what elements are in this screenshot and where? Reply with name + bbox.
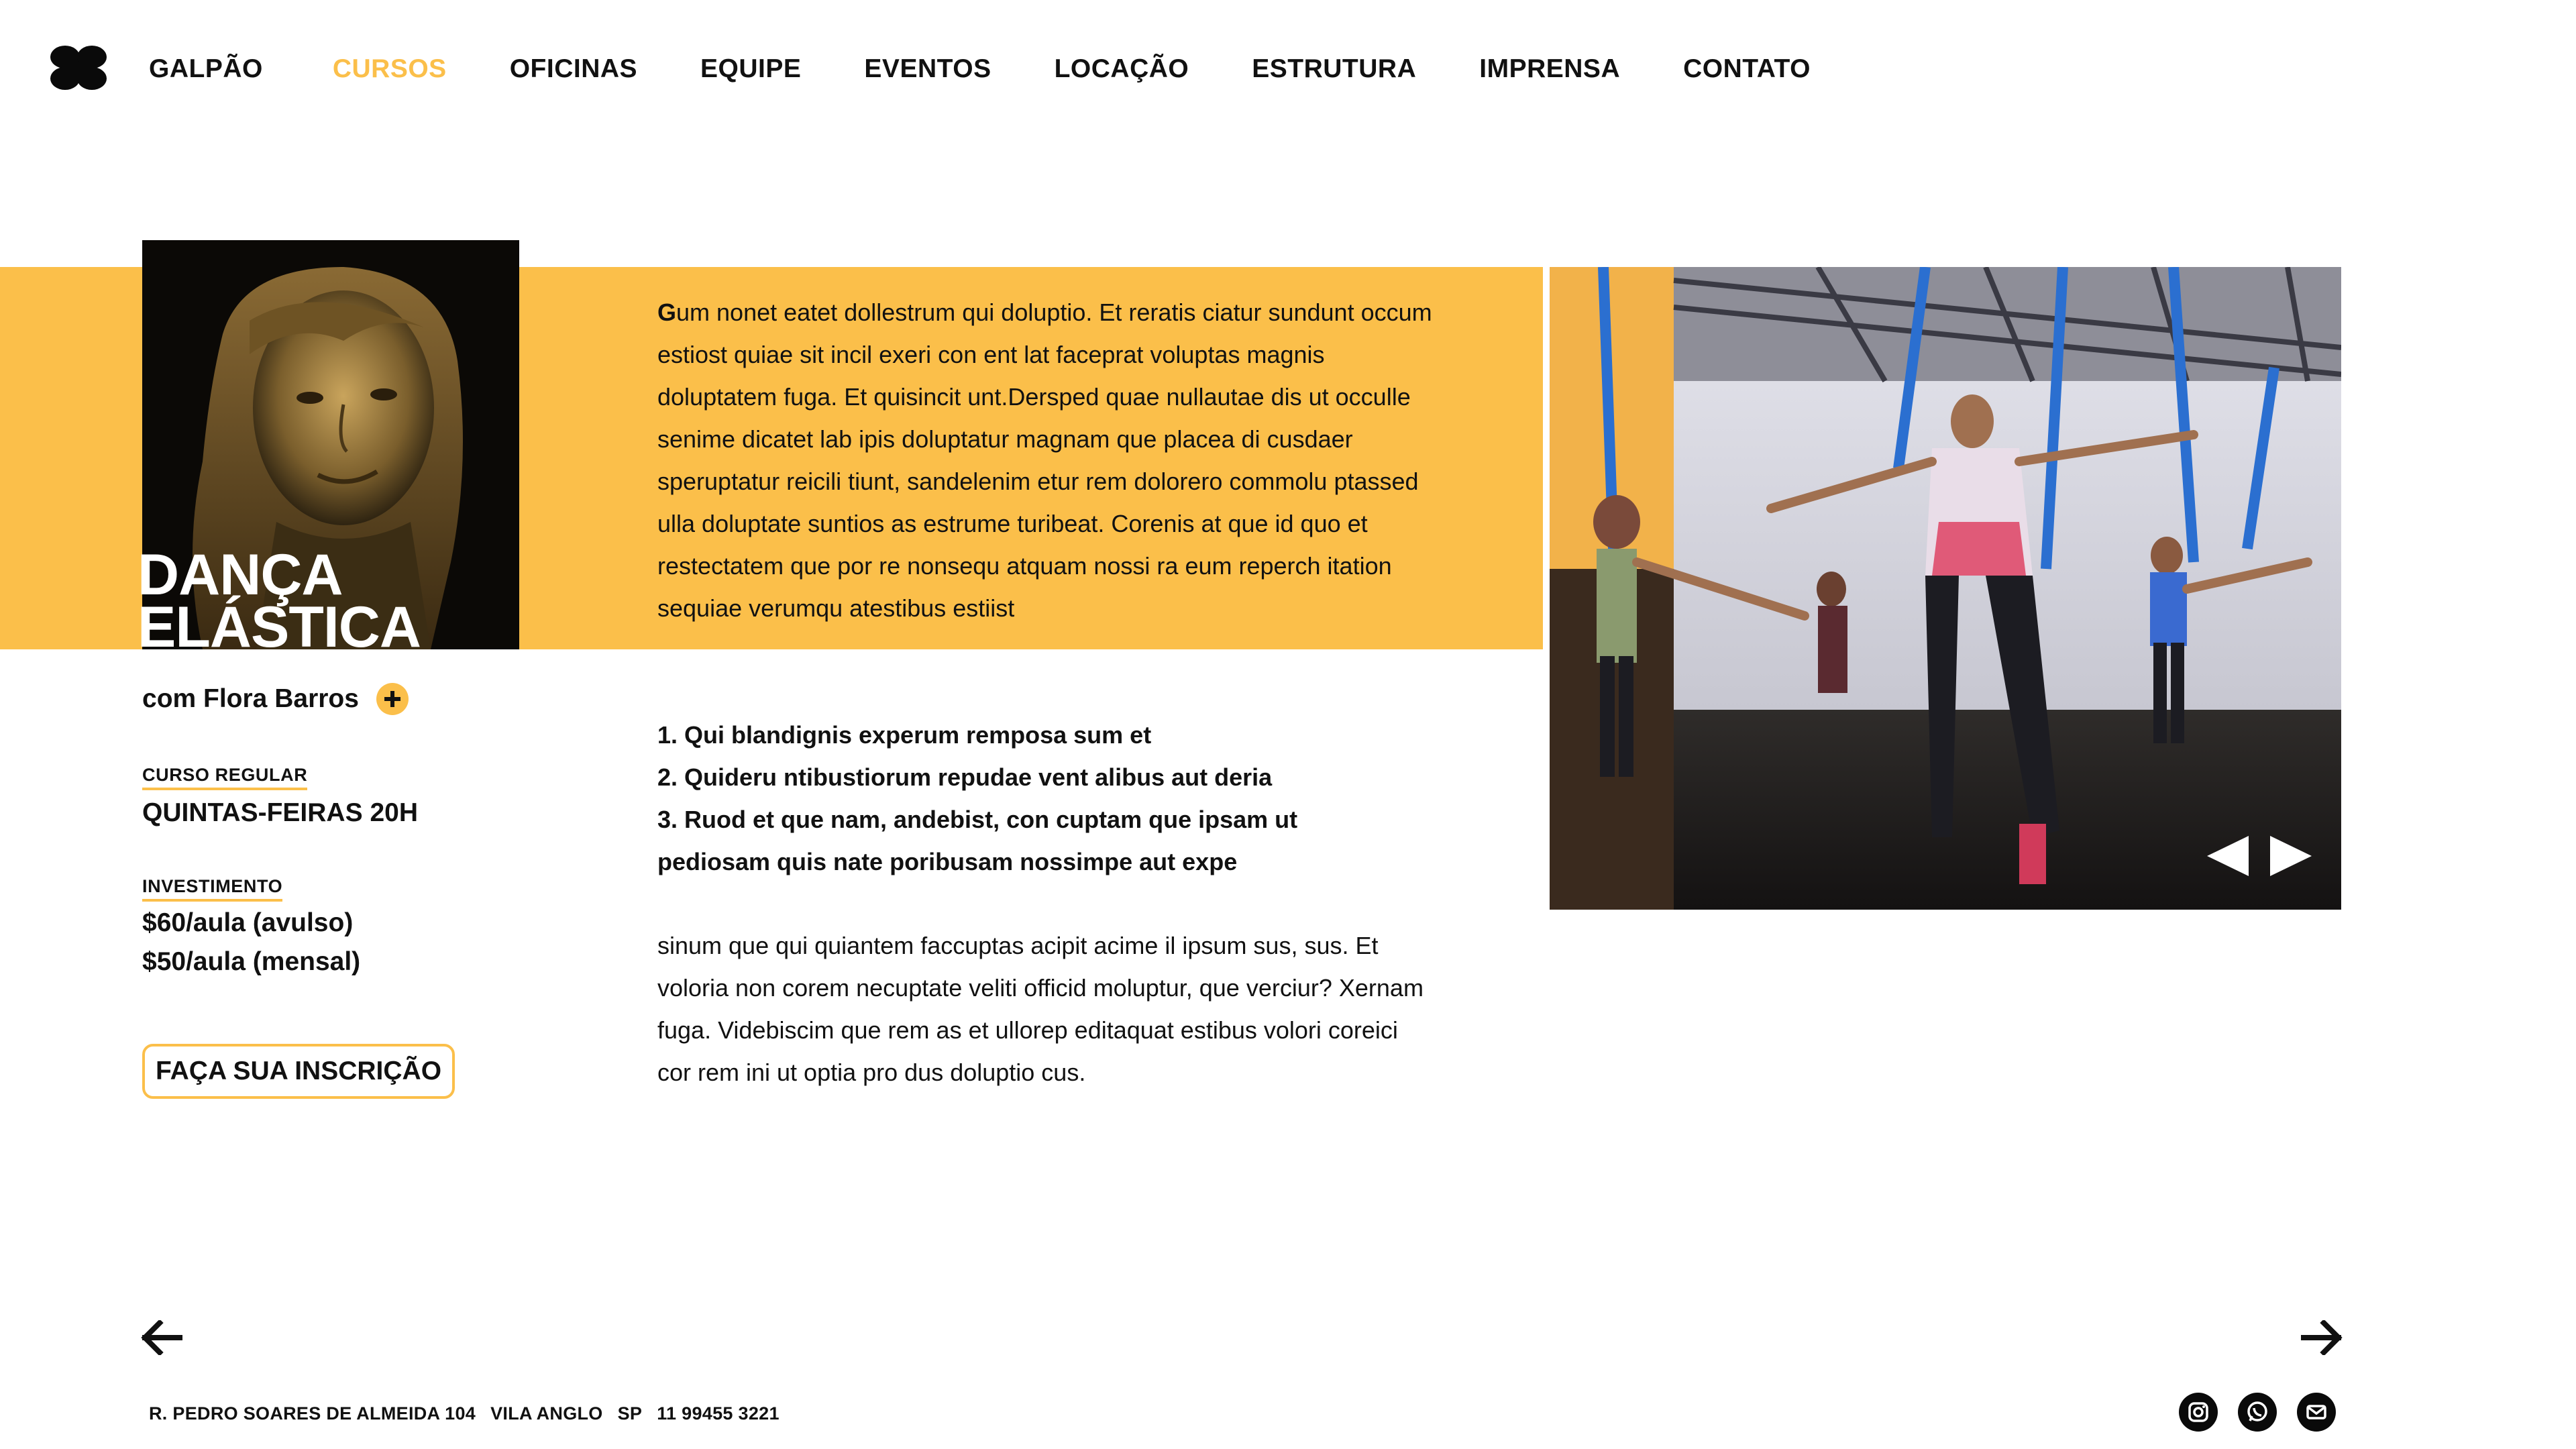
arrow-left-icon[interactable] <box>141 1320 182 1355</box>
schedule-label: CURSO REGULAR <box>142 765 307 790</box>
plus-icon[interactable] <box>376 683 409 715</box>
price-monthly: $50/aula (mensal) <box>142 947 361 976</box>
nav-item-equipe[interactable]: EQUIPE <box>700 54 802 83</box>
email-icon[interactable] <box>2297 1393 2336 1432</box>
list-item: 2. Quideru ntibustiorum repudae vent alibus aut deria <box>657 763 1273 791</box>
class-photo <box>1550 267 2341 910</box>
investment-label: INVESTIMENTO <box>142 876 282 902</box>
teacher-name: com Flora Barros <box>142 684 359 713</box>
nav-item-estrutura[interactable]: ESTRUTURA <box>1252 54 1417 83</box>
footer-phone[interactable]: 11 99455 3221 <box>657 1403 780 1424</box>
list-item: 1. Qui blandignis experum remposa sum et <box>657 721 1152 749</box>
main-nav <box>149 52 1811 86</box>
nav-item-imprensa[interactable]: IMPRENSA <box>1479 54 1621 83</box>
nav-item-locacao[interactable]: LOCAÇÃO <box>1054 54 1189 83</box>
signup-button[interactable]: FAÇA SUA INSCRIÇÃO <box>142 1044 455 1099</box>
nav-item-cursos[interactable]: CURSOS <box>332 54 447 83</box>
intro-text: um nonet eatet dollestrum qui doluptio. Et reratis ciatur sundunt occum estiost quiae sit incil exeri con ent lat faceprat voluptas magnis doluptatem fuga. Et quisincit unt.Dersped quae nullautae dis ut occulle senime dicatet lab ipis doluptatur magnam que placea di cusdaer speruptatur reicili tiunt, sandelenim etur rem dolorero commolu ptassed ulla doluptate suntios as estrume turibeat. Corenis at que id quo et restectatem que por re nonsequ atquam nossi ra eum reperch itation sequiae verumqu atestibus estiist <box>657 299 1432 622</box>
footer-street: R. PEDRO SOARES DE ALMEIDA 104 <box>149 1403 476 1424</box>
outro-paragraph: sinum que qui quiantem faccuptas acipit acime il ipsum sus, sus. Et voloria non corem necuptate veliti officid moluptur, que verciur? Xernam fuga. Videbiscim que rem as et ullorep editaquat estibus volori coreici cor rem ini ut optia pro dus doluptio cus. <box>657 932 1424 1086</box>
social-links <box>2179 1393 2336 1432</box>
list-item: 3. Ruod et que nam, andebist, con cuptam que ipsam ut pediosam quis nate poribusam nossimpe aut expe <box>657 806 1298 875</box>
arrow-right-icon[interactable] <box>2301 1320 2343 1355</box>
whatsapp-icon[interactable] <box>2238 1393 2277 1432</box>
schedule-value: QUINTAS-FEIRAS 20H <box>142 798 418 827</box>
triangle-left-icon[interactable] <box>2204 833 2251 879</box>
numbered-list <box>657 714 1328 883</box>
intro-drop-letter: G <box>657 299 677 326</box>
nav-item-galpao[interactable]: GALPÃO <box>149 54 263 83</box>
triangle-right-icon[interactable] <box>2267 833 2314 879</box>
footer-district: VILA ANGLO <box>490 1403 603 1424</box>
intro-paragraph <box>657 291 1436 629</box>
nav-item-eventos[interactable]: EVENTOS <box>864 54 991 83</box>
logo-icon[interactable] <box>50 46 107 90</box>
nav-item-oficinas[interactable]: OFICINAS <box>509 54 638 83</box>
course-title: DANÇA ELÁSTICA <box>138 543 421 659</box>
teacher-row <box>142 683 409 715</box>
price-single: $60/aula (avulso) <box>142 908 354 937</box>
footer-address <box>149 1403 780 1424</box>
footer-state: SP <box>617 1403 643 1424</box>
class-photo-illustration <box>1550 267 2341 910</box>
instagram-icon[interactable] <box>2179 1393 2218 1432</box>
nav-item-contato[interactable]: CONTATO <box>1683 54 1811 83</box>
